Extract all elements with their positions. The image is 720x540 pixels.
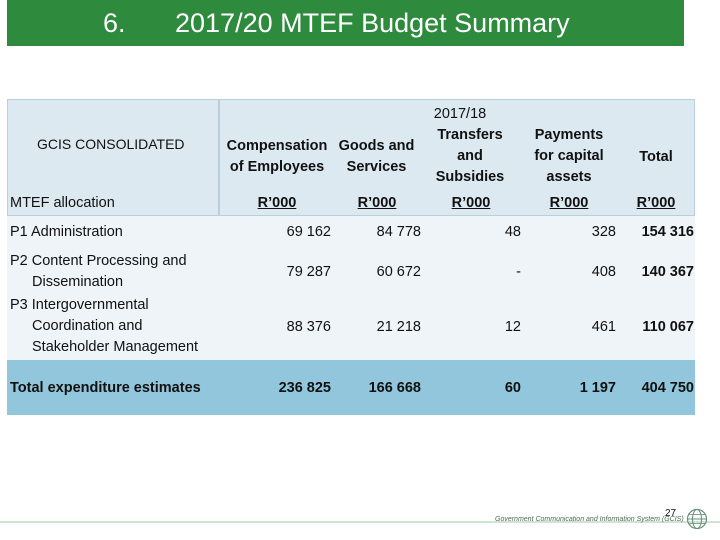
page-title: 2017/20 MTEF Budget Summary <box>175 8 570 38</box>
value-payments: 461 <box>591 319 616 335</box>
allocation-label: MTEF allocation <box>10 195 115 211</box>
value-payments: 1 197 <box>579 380 616 396</box>
value-transfers: - <box>516 264 521 280</box>
footer-org-name: Government Communication and Information System (GCIS) <box>495 516 684 523</box>
value-compensation: 88 376 <box>286 319 331 335</box>
row-label-line: Coordination and <box>32 318 143 334</box>
value-transfers: 12 <box>504 319 521 335</box>
value-total: 110 067 <box>642 319 694 335</box>
value-compensation: 236 825 <box>278 380 331 396</box>
year-header: 2017/18 <box>433 106 487 122</box>
row-label-line: P2 Content Processing and <box>10 253 187 269</box>
col-header-goods <box>334 136 419 178</box>
value-compensation: 69 162 <box>286 224 331 240</box>
row-label-p3 <box>10 295 198 358</box>
value-goods: 166 668 <box>368 380 421 396</box>
section-number: 6. <box>103 8 126 38</box>
unit-goods: R’000 <box>357 195 397 211</box>
row-label-p2 <box>10 251 187 293</box>
consolidated-label: GCIS CONSOLIDATED <box>37 136 185 152</box>
budget-table <box>7 99 695 415</box>
unit-total: R’000 <box>636 195 676 211</box>
col-header-line: Payments <box>534 127 604 143</box>
title-bar <box>7 0 684 46</box>
col-header-line: Transfers <box>437 127 503 143</box>
col-header-line: Goods and <box>338 138 415 154</box>
col-header-line: Compensation <box>226 138 328 154</box>
value-total: 140 367 <box>641 264 694 280</box>
value-compensation: 79 287 <box>286 264 331 280</box>
row-label-total: Total expenditure estimates <box>10 380 201 396</box>
col-header-payments <box>523 125 615 188</box>
page-number: 27 <box>665 508 677 519</box>
value-goods: 60 672 <box>376 264 421 280</box>
value-payments: 408 <box>591 264 616 280</box>
col-header-line: and <box>457 148 483 164</box>
col-header-line: for capital <box>534 148 604 164</box>
row-label-line: Stakeholder Management <box>32 339 199 355</box>
col-header-line: of Employees <box>229 159 325 175</box>
value-transfers: 60 <box>504 380 521 396</box>
col-header-line: Subsidies <box>435 169 505 185</box>
unit-transfers: R’000 <box>451 195 491 211</box>
unit-compensation: R’000 <box>257 195 297 211</box>
value-payments: 328 <box>591 224 616 240</box>
row-label-line: Dissemination <box>32 274 124 290</box>
value-total: 404 750 <box>641 380 694 396</box>
row-label-p1: P1 Administration <box>10 224 123 240</box>
col-header-total: Total <box>639 149 673 165</box>
col-header-compensation <box>220 136 334 178</box>
unit-payments: R’000 <box>549 195 589 211</box>
col-header-transfers <box>425 125 515 188</box>
col-header-line: assets <box>546 169 592 185</box>
row-label-line: P3 Intergovernmental <box>10 297 149 313</box>
value-transfers: 48 <box>504 224 521 240</box>
col-header-line: Services <box>346 159 407 175</box>
gcis-logo-icon <box>686 508 708 530</box>
value-goods: 21 218 <box>376 319 421 335</box>
value-goods: 84 778 <box>376 224 421 240</box>
value-total: 154 316 <box>641 224 694 240</box>
